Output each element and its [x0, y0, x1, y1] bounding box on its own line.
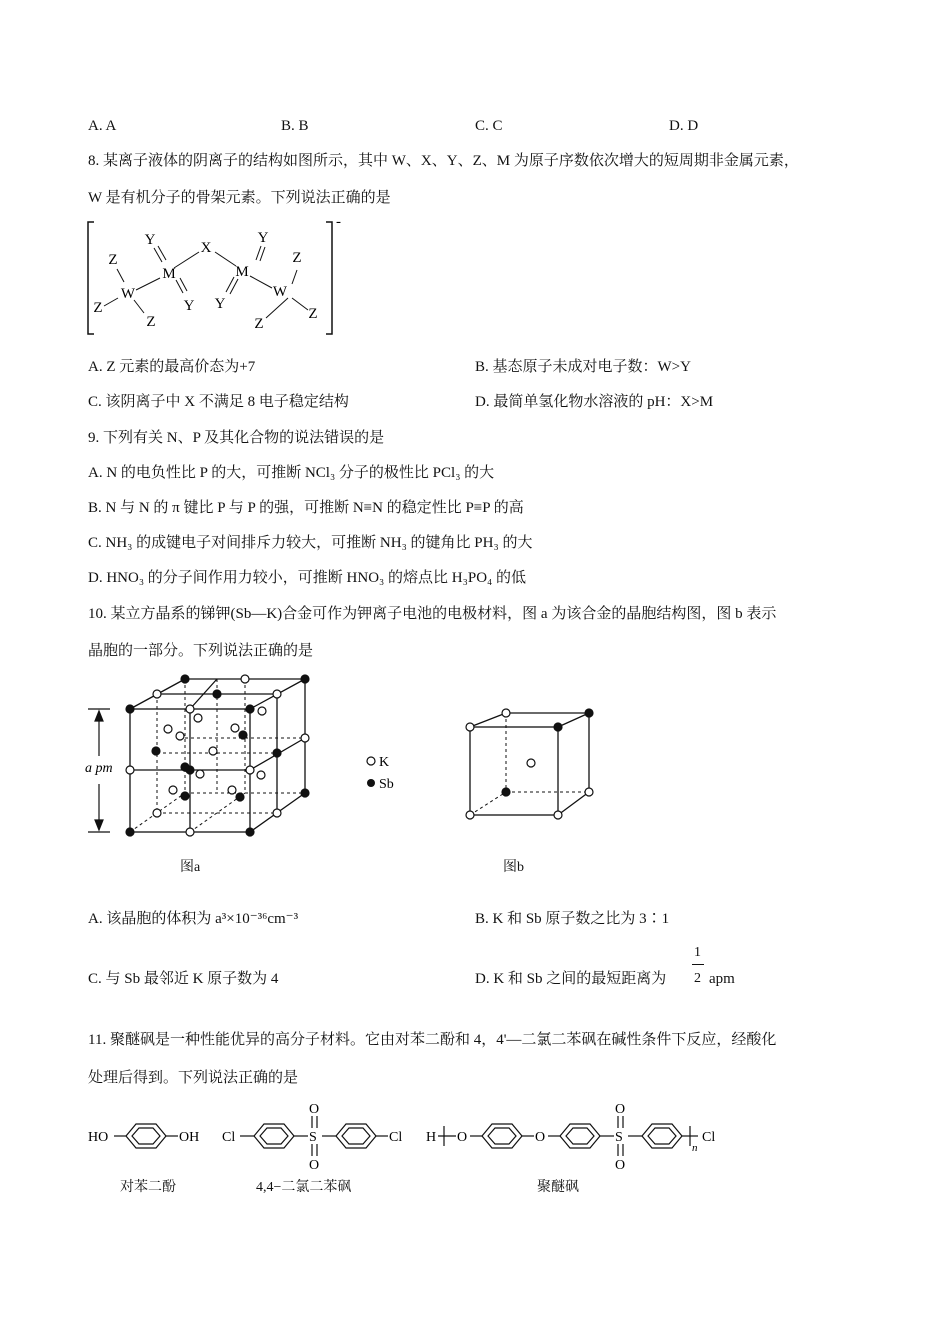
q8-atom-m2: M	[235, 264, 249, 280]
q8-atom-z6: Z	[308, 306, 318, 322]
q7-option-b: B. B	[281, 118, 309, 134]
q9-option-d: D. HNO₃ 的分子间作用力较小，可推断 HNO₃ 的熔点比 H₃PO₄ 的低	[88, 570, 527, 586]
q8-atom-x: X	[200, 240, 212, 256]
q8-atom-z2: Z	[292, 250, 302, 266]
q11-cl3: Cl	[702, 1130, 716, 1145]
q10-stem-line1: 10. 某立方晶系的锑钾(Sb—K)合金可作为钾离子电池的电极材料，图 a 为该合金的晶胞结构图，图 b 表示	[88, 606, 777, 622]
q11-o1: O	[309, 1102, 320, 1117]
q10-figure-b	[460, 705, 600, 825]
q8-atom-z5: Z	[254, 316, 264, 332]
q10-option-d-denominator: 2	[694, 971, 701, 986]
q11-s2: S	[615, 1130, 623, 1145]
q8-stem-line2: W 是有机分子的骨架元素。下列说法正确的是	[88, 190, 391, 206]
q8-option-c: C. 该阴离子中 X 不满足 8 电子稳定结构	[88, 394, 349, 410]
q11-label-polyethersulfone: 聚醚砜	[537, 1180, 579, 1195]
q10-option-b: B. K 和 Sb 原子数之比为 3∶1	[475, 911, 670, 927]
q9-option-a: A. N 的电负性比 P 的大，可推断 NCl₃ 分子的极性比 PCl₃ 的大	[88, 465, 495, 481]
q8-option-d: D. 最简单氢化物水溶液的 pH：X>M	[475, 394, 714, 410]
q11-o4: O	[535, 1130, 546, 1145]
q8-atom-y1: Y	[144, 232, 156, 248]
q11-stem-line2: 处理后得到。下列说法正确的是	[88, 1070, 299, 1086]
q8-atom-y3: Y	[183, 298, 195, 314]
q8-atom-y2: Y	[257, 230, 269, 246]
q10-stem-line2: 晶胞的一部分。下列说法正确的是	[88, 643, 314, 659]
q10-option-d-suffix: apm	[709, 971, 735, 987]
q11-cl2: Cl	[389, 1130, 403, 1145]
q10-figure-a	[80, 668, 330, 848]
q10-dimension-label: a pm	[85, 761, 113, 776]
q8-option-b: B. 基态原子未成对电子数：W>Y	[475, 359, 691, 375]
q11-ho: HO	[88, 1130, 109, 1145]
q10-legend-k: K	[379, 755, 390, 770]
q11-cl1: Cl	[222, 1130, 236, 1145]
q10-legend-sb: Sb	[379, 777, 394, 792]
q11-label-dichlorodiphenylsulfone: 4,4−二氯二苯砜	[256, 1180, 352, 1195]
q10-option-a: A. 该晶胞的体积为 a³×10⁻³⁶cm⁻³	[88, 911, 299, 927]
k-legend-marker	[367, 757, 375, 765]
q8-stem-line1: 8. 某离子液体的阴离子的结构如图所示，其中 W、X、Y、Z、M 为原子序数依次增大的短周期非金属元素，	[88, 153, 799, 169]
q11-o2: O	[309, 1158, 320, 1173]
q10-option-d-numerator: 1	[694, 945, 701, 960]
q11-oh: OH	[179, 1130, 200, 1145]
q11-structures	[86, 1096, 726, 1176]
q11-stem-line1: 11. 聚醚砜是一种性能优异的高分子材料。它由对苯二酚和 4，4'—二氯二苯砜在碱性条件下反应，经酸化	[88, 1032, 777, 1048]
q10-fig-a-caption: 图a	[180, 860, 201, 875]
q11-h: H	[426, 1130, 437, 1145]
q10-option-d-prefix: D. K 和 Sb 之间的最短距离为	[475, 971, 667, 987]
q7-option-c: C. C	[475, 118, 503, 134]
q8-atom-z3: Z	[93, 300, 103, 316]
q8-atom-y4: Y	[214, 296, 226, 312]
q10-legend	[360, 752, 410, 796]
q9-option-c: C. NH₃ 的成键电子对间排斥力较大，可推断 NH₃ 的键角比 PH₃ 的大	[88, 535, 533, 551]
q11-o5: O	[615, 1102, 626, 1117]
q11-label-hydroquinone: 对苯二酚	[120, 1180, 176, 1195]
q9-stem: 9. 下列有关 N、P 及其化合物的说法错误的是	[88, 430, 385, 446]
q10-fig-b-caption: 图b	[503, 860, 524, 875]
q10-fraction-bar	[692, 964, 704, 965]
q11-o6: O	[615, 1158, 626, 1173]
q8-anion-structure	[84, 214, 354, 340]
q8-option-a: A. Z 元素的最高价态为+7	[88, 359, 256, 375]
q11-n: n	[692, 1142, 698, 1154]
q8-charge: -	[336, 214, 341, 230]
q11-o3: O	[457, 1130, 468, 1145]
q7-option-a: A. A	[88, 118, 117, 134]
q8-atom-w1: W	[120, 286, 136, 302]
q10-option-c: C. 与 Sb 最邻近 K 原子数为 4	[88, 971, 279, 987]
sb-legend-marker	[367, 779, 375, 787]
q11-s1: S	[309, 1130, 317, 1145]
q8-atom-z1: Z	[108, 252, 118, 268]
q8-atom-z4: Z	[146, 314, 156, 330]
q8-atom-m1: M	[162, 266, 176, 282]
q7-option-d: D. D	[669, 118, 699, 134]
q8-atom-w2: W	[272, 284, 288, 300]
q9-option-b: B. N 与 N 的 π 键比 P 与 P 的强，可推断 N≡N 的稳定性比 P≡P 的高	[88, 500, 524, 516]
